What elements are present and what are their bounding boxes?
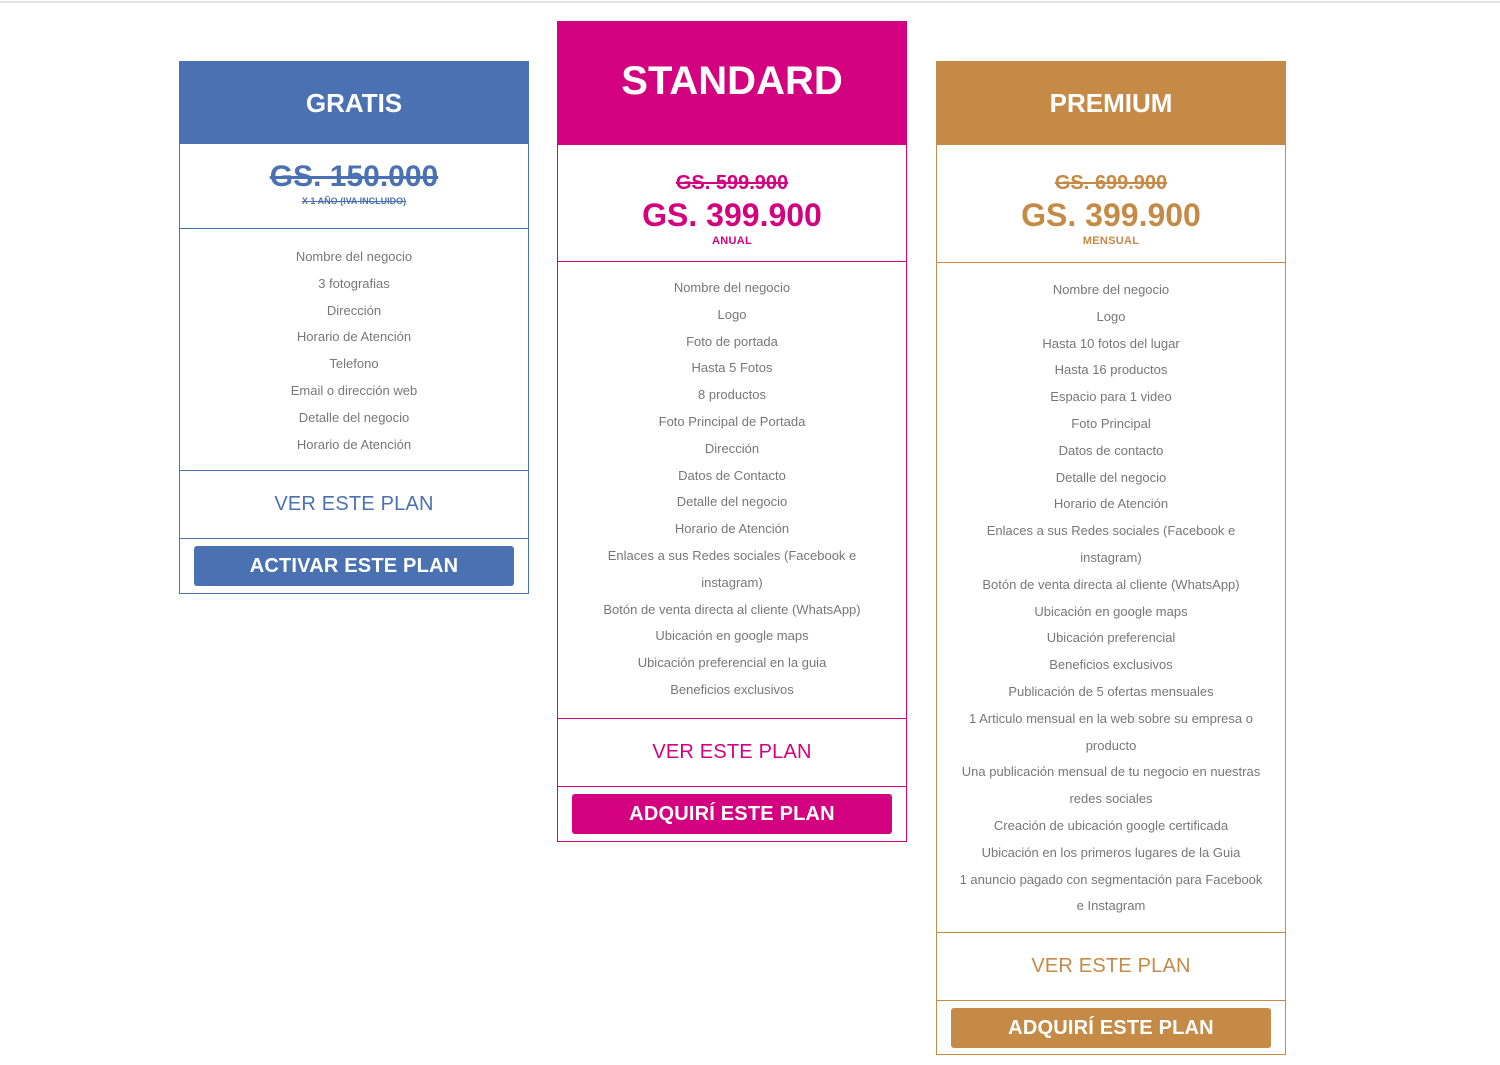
feature-item: Horario de Atención (296, 436, 412, 452)
feature-item: Nombre del negocio (673, 280, 791, 295)
price-box (180, 144, 528, 229)
feature-item: Ubicación en los primeros lugares de la Guia (981, 844, 1241, 860)
feature-item: Espacio para 1 video (1050, 389, 1172, 405)
price-box (558, 145, 906, 262)
feature-item: Datos de Contacto (678, 467, 786, 483)
feature-item: Dirección (704, 440, 760, 456)
feature-list (558, 275, 906, 704)
feature-item: 1 Articulo mensual en la web sobre su empresa o producto (969, 710, 1253, 753)
view-plan-link[interactable]: VER ESTE PLAN (937, 933, 1285, 1001)
feature-item: 3 fotografias (318, 275, 390, 291)
action-wrap (180, 539, 528, 586)
plan-title: GRATIS (180, 62, 528, 144)
old-price: GS. 699.900 (1054, 172, 1168, 194)
feature-item: 1 anuncio pagado con segmentación para Facebook e Instagram (959, 871, 1263, 914)
feature-item: 8 productos (698, 387, 766, 403)
feature-item: Una publicación mensual de tu negocio en nuestras redes sociales (961, 764, 1261, 807)
feature-item: Hasta 10 fotos del lugar (1042, 335, 1180, 351)
feature-item: Beneficios exclusivos (670, 681, 794, 697)
price-note: X 1 AÑO (IVA INCLUIDO) (301, 196, 407, 206)
feature-item: Foto Principal (1071, 415, 1151, 431)
feature-item: Telefono (329, 356, 379, 372)
current-price: GS. 399.900 (1021, 197, 1201, 233)
feature-section (937, 263, 1285, 933)
plan-card-standard (557, 21, 907, 842)
feature-item: Ubicación en google maps (1034, 603, 1188, 619)
old-price: GS. 599.900 (675, 172, 789, 194)
feature-item: Ubicación en google maps (655, 628, 809, 644)
feature-item: Logo (1096, 308, 1126, 324)
price-box (937, 145, 1285, 263)
feature-item: Beneficios exclusivos (1049, 657, 1173, 673)
view-plan-link[interactable]: VER ESTE PLAN (558, 719, 906, 787)
action-wrap (558, 787, 906, 834)
feature-section (180, 229, 528, 471)
feature-item: Dirección (326, 302, 382, 318)
feature-section (558, 262, 906, 719)
feature-item: Detalle del negocio (676, 494, 788, 510)
feature-item: Hasta 16 productos (1054, 362, 1168, 378)
feature-list (180, 244, 528, 458)
activate-plan-button[interactable]: ACTIVAR ESTE PLAN (194, 546, 514, 586)
page-top-divider (0, 1, 1500, 3)
feature-item: Nombre del negocio (1052, 282, 1170, 297)
view-plan-link[interactable]: VER ESTE PLAN (180, 471, 528, 539)
feature-item: Foto Principal de Portada (658, 413, 806, 429)
plan-title: PREMIUM (937, 62, 1285, 145)
feature-item: Creación de ubicación google certificada (993, 817, 1229, 833)
action-wrap (937, 1001, 1285, 1048)
feature-item: Publicación de 5 ofertas mensuales (1008, 683, 1214, 699)
feature-item: Horario de Atención (296, 329, 412, 345)
feature-item: Logo (717, 306, 747, 322)
billing-period: MENSUAL (1082, 235, 1140, 247)
feature-item: Ubicación preferencial en la guia (637, 655, 827, 671)
feature-item: Ubicación preferencial (1046, 630, 1176, 646)
billing-period: ANUAL (712, 235, 752, 247)
current-price: GS. 399.900 (642, 197, 822, 233)
feature-item: Detalle del negocio (298, 409, 410, 425)
feature-item: Enlaces a sus Redes sociales (Facebook e instagram) (607, 547, 857, 590)
plan-title: STANDARD (558, 22, 906, 145)
buy-plan-button[interactable]: ADQUIRÍ ESTE PLAN (951, 1008, 1271, 1048)
buy-plan-button[interactable]: ADQUIRÍ ESTE PLAN (572, 794, 892, 834)
old-price: GS. 150.000 (269, 160, 439, 193)
feature-item: Botón de venta directa al cliente (WhatsApp) (603, 601, 861, 617)
feature-item: Nombre del negocio (295, 249, 413, 264)
plan-card-premium (936, 61, 1286, 1055)
feature-item: Enlaces a sus Redes sociales (Facebook e instagram) (986, 523, 1236, 565)
feature-item: Horario de Atención (674, 521, 790, 537)
feature-item: Datos de contacto (1058, 442, 1164, 458)
feature-item: Botón de venta directa al cliente (WhatsApp) (982, 576, 1240, 592)
plan-card-gratis (179, 61, 529, 594)
feature-list (937, 277, 1285, 920)
feature-item: Hasta 5 Fotos (691, 360, 773, 376)
feature-item: Email o dirección web (290, 382, 418, 398)
feature-item: Horario de Atención (1053, 496, 1169, 512)
feature-item: Detalle del negocio (1055, 469, 1167, 485)
feature-item: Foto de portada (686, 333, 778, 349)
